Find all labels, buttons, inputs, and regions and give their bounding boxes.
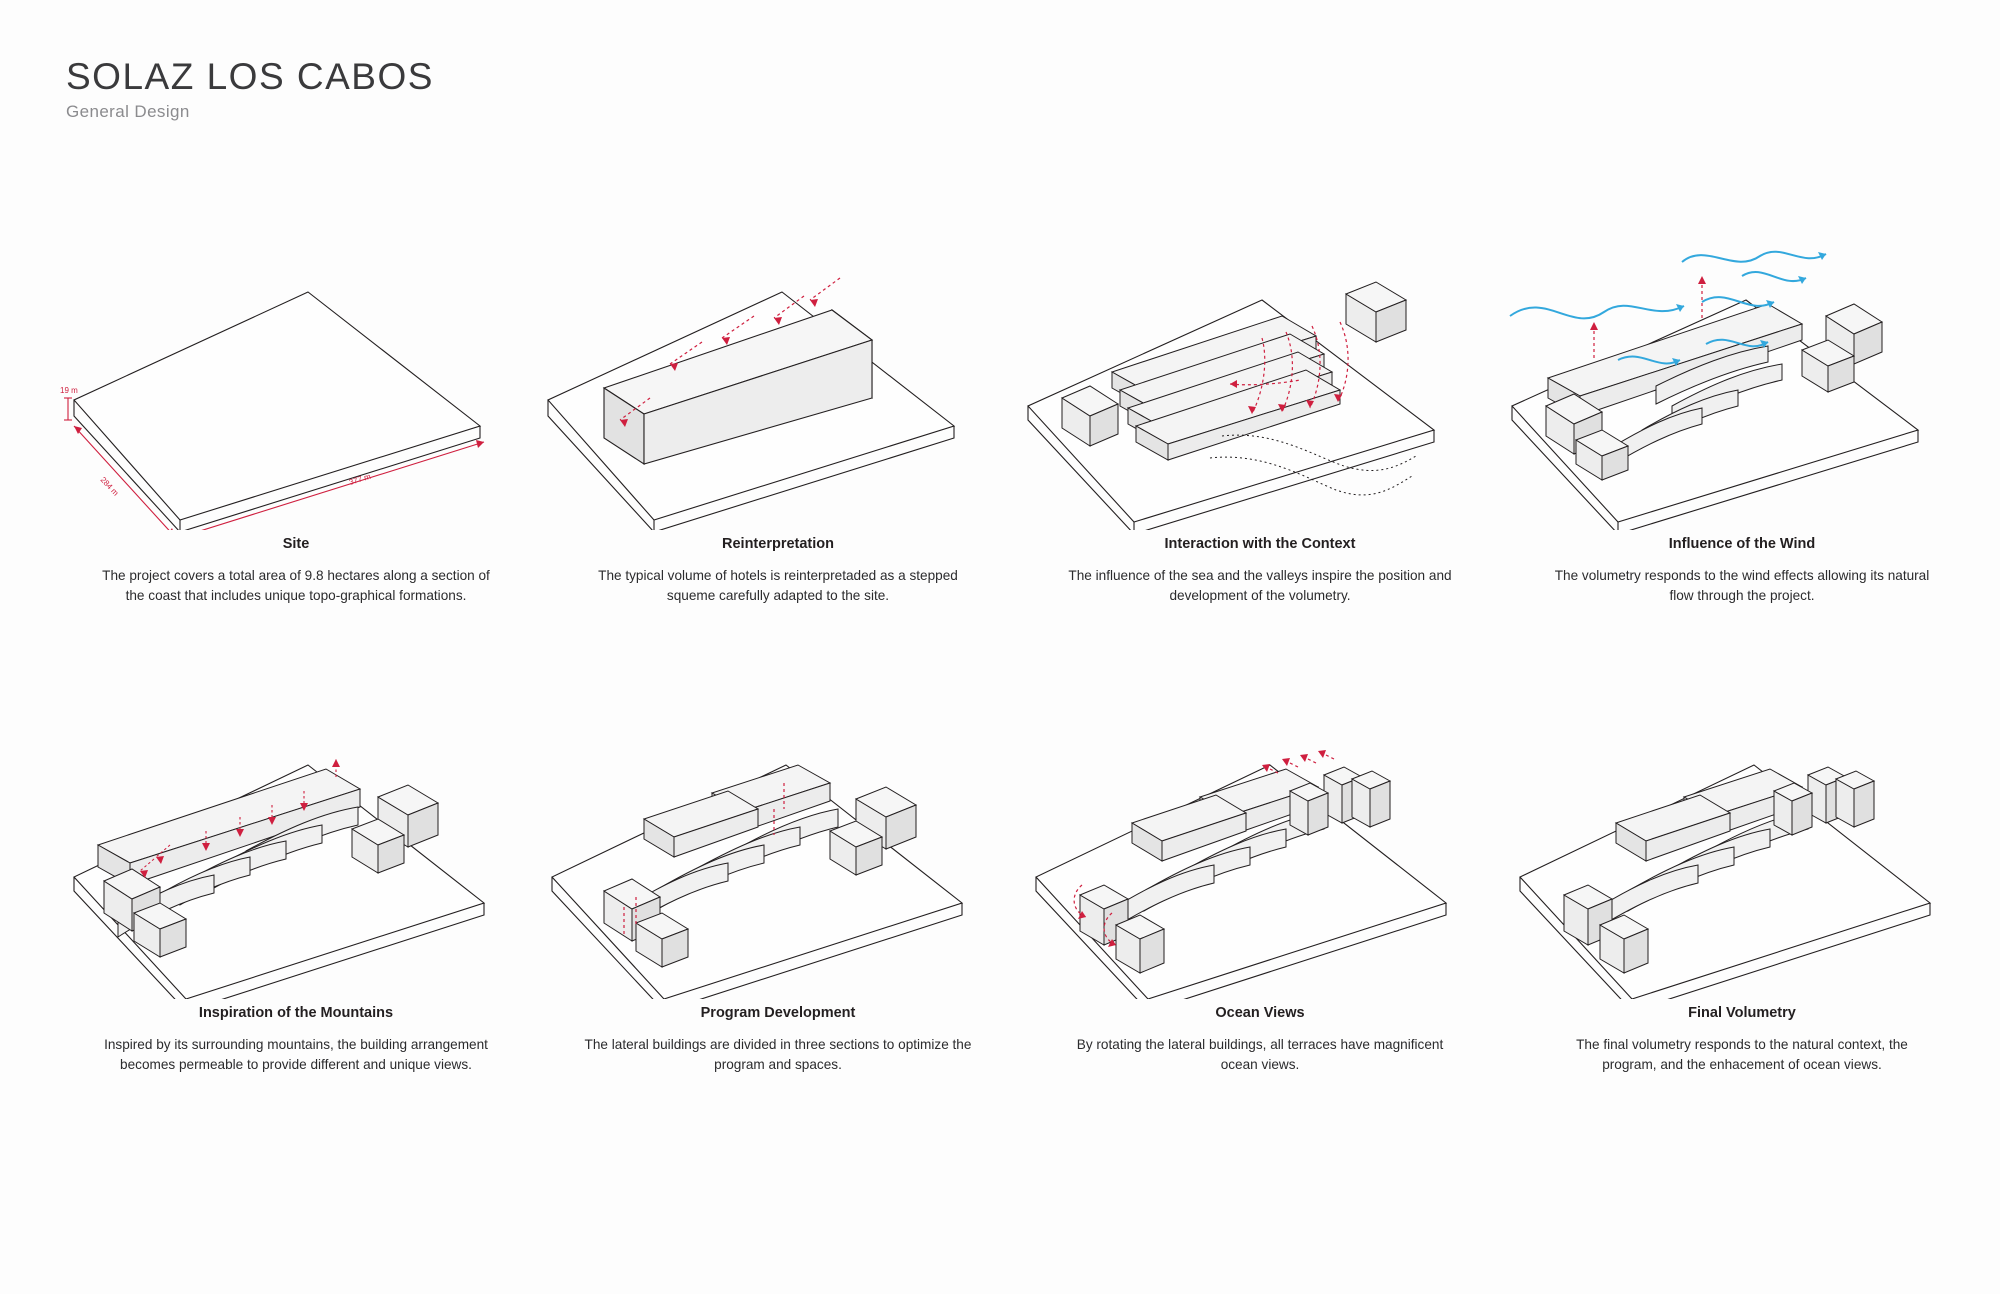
panel-site: [60, 230, 532, 607]
panel-influence-of-the-wind: [1506, 230, 1978, 607]
panel-ocean-views: [1024, 699, 1496, 1076]
panel-final-volumetry: [1506, 699, 1978, 1076]
panel-site-caption: The project covers a total area of 9.8 hectares along a section of the coast that includes unique topo-graphical formations.: [102, 568, 490, 604]
page-title: SOLAZ LOS CABOS: [66, 56, 434, 97]
panel-inspiration-of-the-mountains: [60, 699, 532, 1076]
panel-final-volumetry-illustration: [1506, 699, 1978, 999]
dimension-width: 284 m: [98, 475, 121, 498]
panel-site-title: Site: [282, 536, 310, 552]
panel-mountains-caption: Inspired by its surrounding mountains, the building arrangement becomes permeable to provide different and unique views.: [104, 1036, 488, 1073]
panel-final-volumetry-title: Final Volumetry: [1688, 1004, 1796, 1021]
panel-wind-caption: The volumetry responds to the wind effects allowing its natural flow through the project.: [1554, 568, 1930, 604]
panel-reinterpretation-illustration: [542, 230, 1014, 530]
panel-mountains-title: Inspiration of the Mountains: [198, 1004, 394, 1021]
panel-final-volumetry-caption: The final volumetry responds to the natural context, the program, and the enhacement of ocean views.: [1576, 1036, 1908, 1073]
panel-interaction-caption: The influence of the sea and the valleys inspire the position and development of the volumetry.: [1068, 568, 1452, 604]
panel-program-illustration: [542, 699, 1014, 999]
title-block: [66, 58, 434, 122]
panel-ocean-views-caption: By rotating the lateral buildings, all terraces have magnificent ocean views.: [1076, 1036, 1444, 1073]
panel-wind-title: Influence of the Wind: [1668, 536, 1816, 552]
panel-mountains-illustration: [60, 699, 532, 999]
diagram-grid: [60, 230, 1950, 1076]
panel-wind-illustration: [1506, 230, 1978, 530]
panel-program-development: [542, 699, 1014, 1076]
panel-program-title: Program Development: [700, 1004, 856, 1021]
panel-ocean-views-title: Ocean Views: [1215, 1004, 1305, 1021]
panel-reinterpretation: [542, 230, 1014, 607]
page-subtitle: General Design: [66, 101, 190, 121]
panel-reinterpretation-caption: The typical volume of hotels is reinterpretaded as a stepped squeme carefully adapted to the site.: [598, 568, 958, 604]
panel-interaction-with-the-context: [1024, 230, 1496, 607]
panel-reinterpretation-title: Reinterpretation: [722, 536, 834, 552]
dimension-height: 19 m: [60, 386, 78, 395]
panel-site-illustration: [60, 230, 532, 530]
panel-interaction-illustration: [1024, 230, 1496, 530]
panel-program-caption: The lateral buildings are divided in three sections to optimize the program and spaces.: [584, 1036, 972, 1073]
dimension-length: 377 m: [347, 471, 372, 487]
panel-interaction-title: Interaction with the Context: [1164, 536, 1356, 552]
panel-ocean-views-illustration: [1024, 699, 1496, 999]
